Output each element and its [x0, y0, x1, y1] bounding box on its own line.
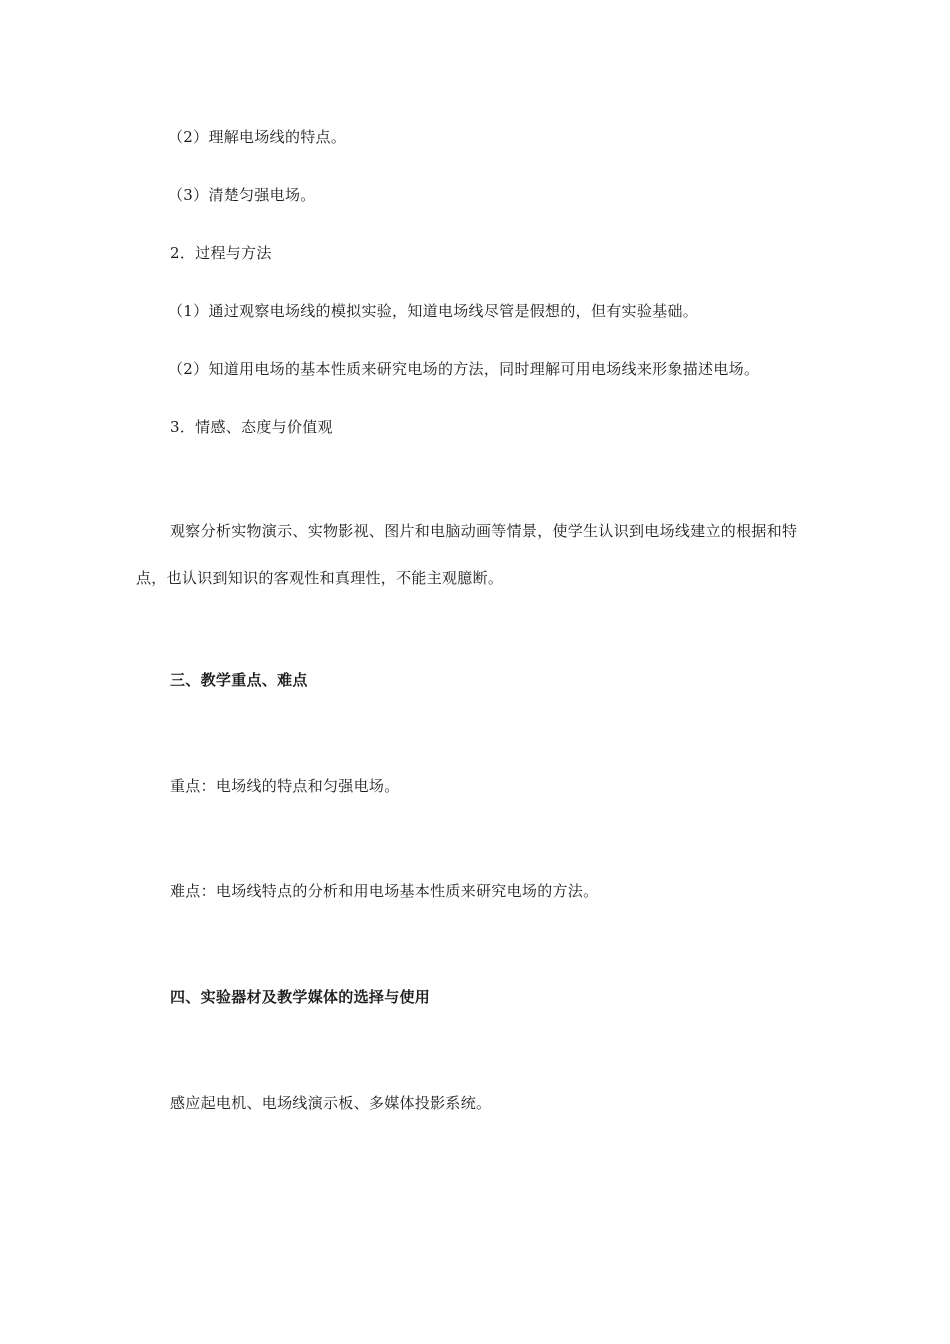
difficult-point-text: 难点：电场线特点的分析和用电场基本性质来研究电场的方法。	[170, 882, 599, 900]
process-method-heading: 2．过程与方法	[170, 244, 272, 262]
objective-item-3: （3）清楚匀强电场。	[168, 186, 316, 204]
key-point-text: 重点：电场线的特点和匀强电场。	[170, 777, 400, 795]
process-item-1: （1）通过观察电场线的模拟实验，知道电场线尽管是假想的，但有实验基础。	[168, 302, 699, 320]
section4-heading: 四、实验器材及教学媒体的选择与使用	[170, 988, 431, 1006]
attitude-heading: 3．情感、态度与价值观	[170, 418, 333, 436]
attitude-paragraph: 观察分析实物演示、实物影视、图片和电脑动画等情景，使学生认识到电场线建立的根据和特点，也认识到知识的客观性和真理性，不能主观臆断。	[136, 522, 798, 587]
objective-item-2: （2）理解电场线的特点。	[168, 128, 347, 146]
section3-heading: 三、教学重点、难点	[170, 671, 308, 689]
equipment-text: 感应起电机、电场线演示板、多媒体投影系统。	[170, 1094, 492, 1112]
process-item-2: （2）知道用电场的基本性质来研究电场的方法，同时理解可用电场线来形象描述电场。	[168, 360, 760, 378]
